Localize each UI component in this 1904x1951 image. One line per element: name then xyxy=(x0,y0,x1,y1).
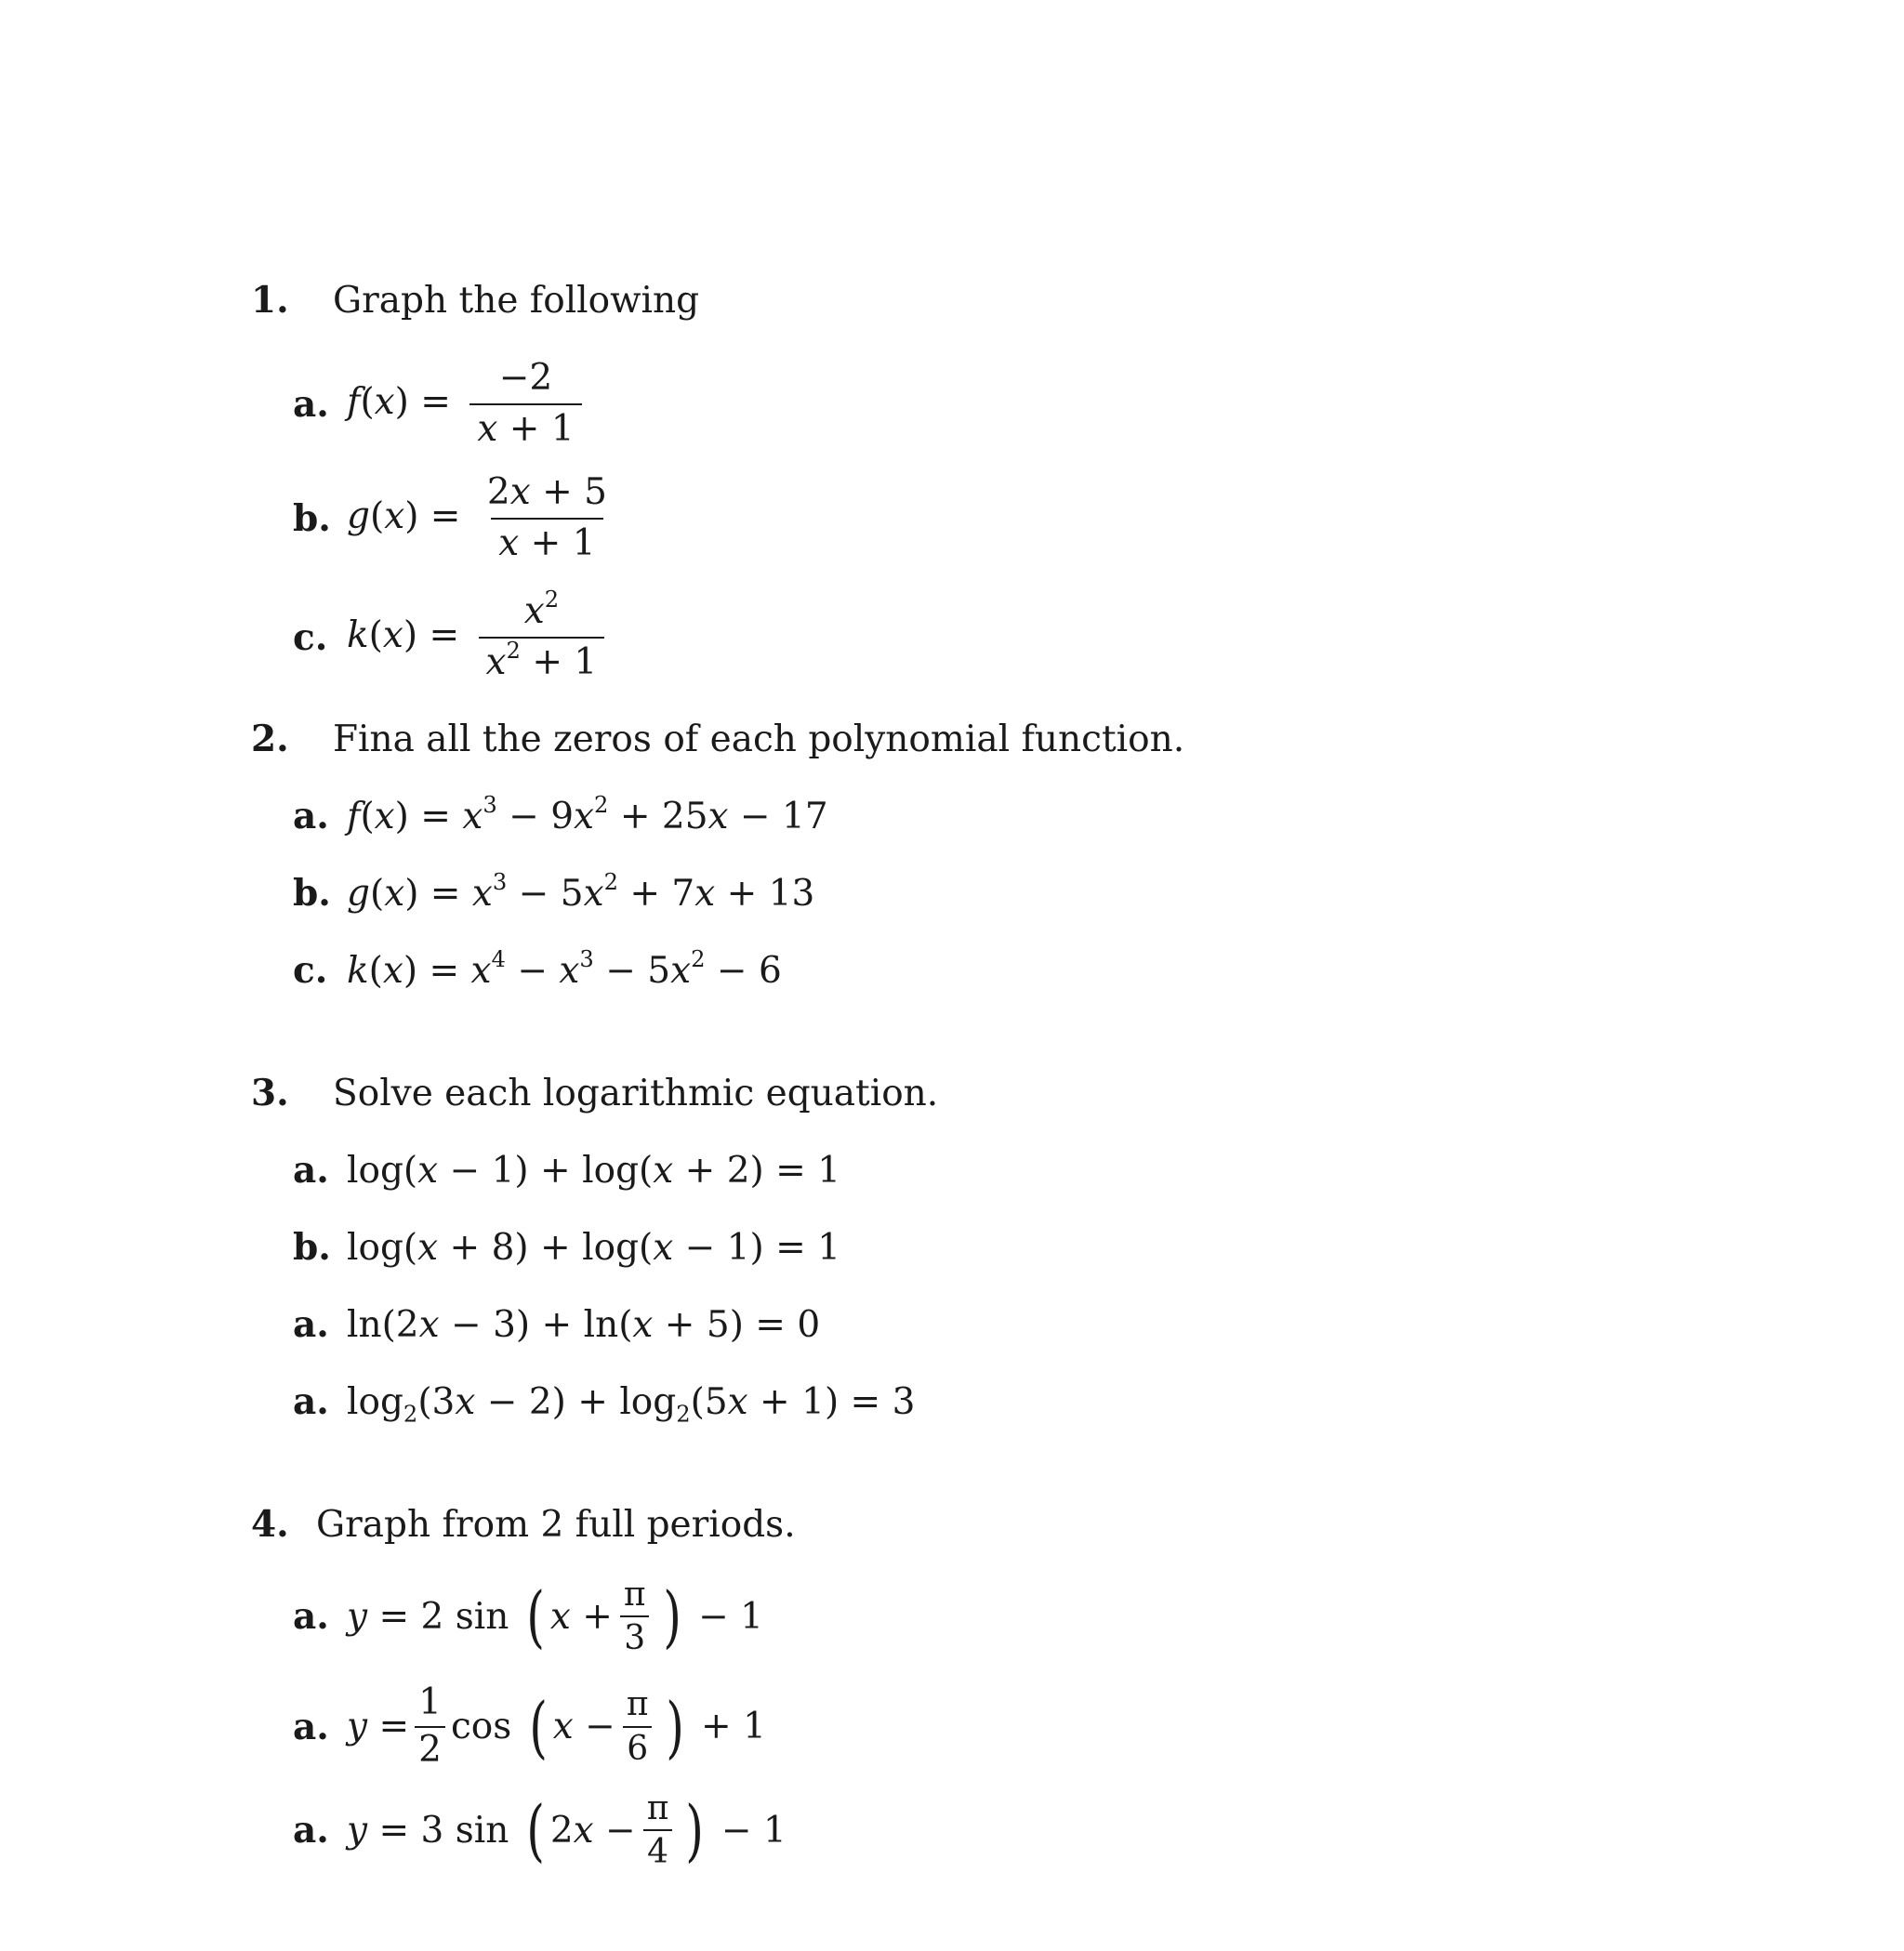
fraction: $\frac{\pi}{3}$ xyxy=(620,1575,650,1658)
problem-3b xyxy=(293,1226,840,1269)
problem-4-heading xyxy=(251,1503,796,1546)
equation: ln(2x − 3) + ln(x + 5) = 0 xyxy=(347,1303,821,1346)
fraction: $\frac{\pi}{6}$ xyxy=(623,1685,653,1768)
fraction: $\frac{x^2}{x^2 + 1}$ xyxy=(479,591,605,684)
problem-instruction: Graph the following xyxy=(333,279,700,322)
equation: $f(x) = x^3 - 9x^2 + 25x - 17$ xyxy=(347,791,828,837)
equation: y = $\frac{1}{2}$ cos ( x − $\frac{\pi}{6}$ ) + 1 xyxy=(347,1681,766,1771)
item-label: a. xyxy=(293,1380,329,1423)
item-label: a. xyxy=(293,1149,329,1192)
problem-3a xyxy=(293,1149,840,1192)
problem-number: 3. xyxy=(251,1072,289,1114)
equation: g(x) = $\frac{2x + 5}{x + 1}$ xyxy=(347,472,622,565)
item-label: c. xyxy=(293,615,328,659)
problem-instruction: Fina all the zeros of each polynomial function. xyxy=(333,718,1185,760)
equation: $\log_2(3x - 2) + \log_2(5x + 1) = 3$ xyxy=(347,1380,916,1427)
item-label: a. xyxy=(293,795,329,837)
problem-2b xyxy=(293,868,815,915)
problem-1b xyxy=(293,472,622,565)
equation: $k(x) = x^4 - x^3 - 5x^2 - 6$ xyxy=(347,945,782,992)
problem-number: 2. xyxy=(251,718,289,760)
fraction: $\frac{2x + 5}{x + 1}$ xyxy=(486,471,607,564)
equation: $g(x) = x^3 - 5x^2 + 7x + 13$ xyxy=(347,868,815,915)
problem-number: 1. xyxy=(251,279,289,322)
fraction: $\frac{1}{2}$ xyxy=(415,1682,445,1772)
equation: y = 2 sin ( x + $\frac{\pi}{3}$ ) − 1 xyxy=(347,1575,763,1658)
equation: log(x − 1) + log(x + 2) = 1 xyxy=(347,1149,841,1192)
problem-3-heading xyxy=(251,1072,938,1114)
problem-3d xyxy=(293,1380,916,1427)
fraction: $\frac{-2}{x + 1}$ xyxy=(469,358,581,451)
problem-number: 4. xyxy=(251,1503,289,1546)
problem-3c xyxy=(293,1303,820,1346)
problem-1-heading xyxy=(251,279,699,322)
problem-1a xyxy=(293,358,589,451)
fraction: $\frac{\pi}{4}$ xyxy=(643,1789,673,1872)
equation: y = 3 sin ( 2 x − $\frac{\pi}{4}$ ) − 1 xyxy=(347,1789,787,1872)
equation: log(x + 8) + log(x − 1) = 1 xyxy=(347,1226,841,1269)
equation: k(x) = $\frac{x^2}{x^2 + 1}$ xyxy=(347,591,612,684)
problem-2c xyxy=(293,945,782,992)
item-label: a. xyxy=(293,382,329,426)
item-label: a. xyxy=(293,1705,329,1748)
problem-4a xyxy=(293,1575,763,1658)
problem-instruction: Solve each logarithmic equation. xyxy=(333,1072,939,1114)
problem-2a xyxy=(293,791,828,837)
problem-4b xyxy=(293,1682,766,1772)
item-label: a. xyxy=(293,1809,329,1852)
item-label: b. xyxy=(293,872,331,915)
equation: f(x) = $\frac{-2}{x + 1}$ xyxy=(347,358,589,451)
item-label: a. xyxy=(293,1303,329,1346)
item-label: a. xyxy=(293,1595,329,1639)
item-label: b. xyxy=(293,1226,331,1269)
problem-instruction: Graph from 2 full periods. xyxy=(316,1503,796,1546)
problem-4c xyxy=(293,1789,787,1872)
problem-1c xyxy=(293,587,612,684)
item-label: c. xyxy=(293,949,328,992)
item-label: b. xyxy=(293,496,331,540)
problem-2-heading xyxy=(251,718,1184,760)
